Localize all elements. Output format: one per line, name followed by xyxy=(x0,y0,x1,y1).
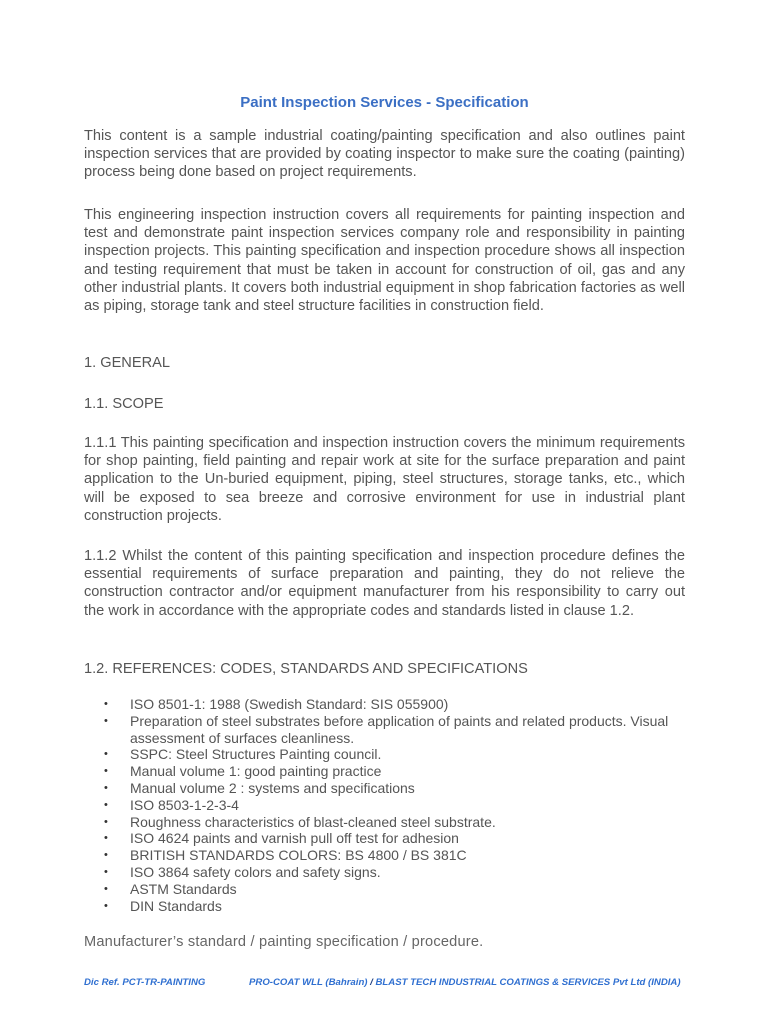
reference-text: ISO 3864 safety colors and safety signs. xyxy=(130,863,381,880)
list-item xyxy=(84,713,685,747)
engineering-paragraph: This engineering inspection instruction covers all requirements for painting inspection and test and demonstrate paint inspection services company role and responsibility in painting inspection projects. This painting specification and inspection procedure shows all inspection and testing requirement that must be taken in account for construction of oil, gas and any other industrial plants. It covers both industrial equipment in shop fabrication factories as well as piping, storage tank and steel structure facilities in construction field. xyxy=(84,207,685,315)
engineering-paragraph-block xyxy=(84,206,685,315)
reference-text: Manual volume 2 : systems and specifications xyxy=(130,779,415,796)
bullet-icon: • xyxy=(104,849,108,862)
bullet-icon: • xyxy=(104,798,108,811)
reference-text: Preparation of steel substrates before application of paints and related products. Visual assessment of surfaces cleanliness. xyxy=(130,712,669,746)
bullet-icon: • xyxy=(104,748,108,761)
reference-text: BRITISH STANDARDS COLORS: BS 4800 / BS 381C xyxy=(130,847,467,864)
reference-text: ISO 4624 paints and varnish pull off test for adhesion xyxy=(130,830,459,847)
list-item xyxy=(84,797,685,814)
clause-1-1-2-paragraph: 1.1.2 Whilst the content of this painting specification and inspection procedure defines the essential requirements of surface preparation and painting, they do not relieve the construction contractor and/or equipment manufacturer from his responsibility to carry out the work in accordance with the appropriate codes and standards listed in clause 1.2. xyxy=(84,548,685,619)
list-item xyxy=(84,780,685,797)
reference-text: Roughness characteristics of blast-cleaned steel substrate. xyxy=(130,813,496,830)
reference-text: ISO 8501-1: 1988 (Swedish Standard: SIS 055900) xyxy=(130,696,449,712)
bullet-icon: • xyxy=(104,714,108,727)
footer-separator: / xyxy=(367,977,376,988)
footer-company-b: BLAST TECH INDUSTRIAL COATINGS & SERVICES Pvt Ltd (INDIA) xyxy=(375,977,681,988)
bullet-icon: • xyxy=(104,882,108,895)
list-item xyxy=(84,864,685,881)
reference-text: DIN Standards xyxy=(130,897,222,914)
list-item xyxy=(84,763,685,780)
bullet-icon: • xyxy=(104,781,108,794)
bullet-icon: • xyxy=(104,765,108,778)
bullet-icon: • xyxy=(104,832,108,845)
document-title: Paint Inspection Services - Specification xyxy=(240,94,529,111)
list-item xyxy=(84,847,685,864)
intro-paragraph: This content is a sample industrial coating/painting specification and also outlines paint inspection services that are provided by coating inspector to make sure the coating (painting) process being done based on project requirements. xyxy=(84,128,685,181)
bullet-icon: • xyxy=(104,815,108,828)
reference-text: Manual volume 1: good painting practice xyxy=(130,763,382,780)
footer-companies xyxy=(249,977,681,988)
references-list xyxy=(84,696,685,914)
bullet-icon: • xyxy=(104,899,108,912)
bullet-icon: • xyxy=(104,698,108,710)
list-item xyxy=(84,881,685,898)
clause-1-1-1-block xyxy=(84,434,685,525)
reference-text: SSPC: Steel Structures Painting council. xyxy=(130,746,382,763)
footer-company-a: PRO-COAT WLL (Bahrain) xyxy=(249,977,368,988)
bullet-icon: • xyxy=(104,865,108,878)
footer-document-ref: Dic Ref. PCT-TR-PAINTING xyxy=(84,977,206,988)
reference-text: ASTM Standards xyxy=(130,880,237,897)
list-item xyxy=(84,746,685,763)
list-item xyxy=(84,814,685,831)
heading-references: 1.2. REFERENCES: CODES, STANDARDS AND SPECIFICATIONS xyxy=(84,661,528,677)
list-item xyxy=(84,696,685,713)
list-item xyxy=(84,830,685,847)
intro-paragraph-block xyxy=(84,127,685,182)
reference-text: ISO 8503-1-2-3-4 xyxy=(130,796,239,813)
manufacturer-note: Manufacturer’s standard / painting specification / procedure. xyxy=(84,934,484,950)
clause-1-1-2-block xyxy=(84,547,685,620)
heading-general: 1. GENERAL xyxy=(84,355,170,371)
clause-1-1-1-paragraph: 1.1.1 This painting specification and inspection instruction covers the minimum requirements for shop painting, field painting and repair work at site for the surface preparation and paint application to the Un-buried equipment, piping, steel structures, storage tanks, etc., which will be exposed to sea breeze and corrosive environment for use in industrial plant construction projects. xyxy=(84,435,685,524)
heading-scope: 1.1. SCOPE xyxy=(84,396,164,412)
list-item xyxy=(84,898,685,915)
